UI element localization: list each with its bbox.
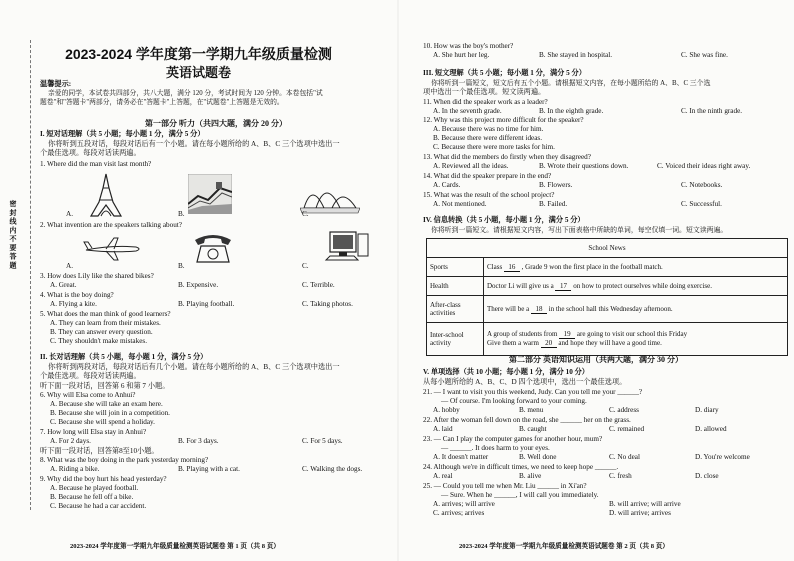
q10-option-b[interactable]: B. She stayed in hospital. <box>539 51 613 59</box>
q24-option-a[interactable]: A. real <box>433 472 453 480</box>
section-4-heading: IV. 信息转换（共 5 小题，每小题 1 分，满分 5 分） <box>423 216 585 224</box>
q8-option-c[interactable]: C. Walking the dogs. <box>302 465 363 473</box>
row-value <box>484 323 788 356</box>
question-10: 10. How was the boy's mother? <box>423 42 514 50</box>
q25-option-c[interactable]: C. arrives; arrives <box>433 509 485 517</box>
question-11: 11. When did the speaker work as a leader? <box>423 98 548 106</box>
section-2-heading: II. 长对话理解（共 5 小题，每小题 1 分，满分 5 分） <box>40 353 208 361</box>
seal-line-text: 密 封 线 内 不 要 答 题 <box>9 200 17 269</box>
q22-option-a[interactable]: A. laid <box>433 425 453 433</box>
notice-line-2: 题卷"和"答题卡"两部分，请务必在"答题卡"上答题，在"试题卷"上答题是无效的。 <box>40 99 284 106</box>
question-1: 1. Where did the man visit last month? <box>40 160 152 168</box>
q5-option-c[interactable]: C. They shouldn't make mistakes. <box>50 337 147 345</box>
question-9: 9. Why did the boy hurt his head yesterday? <box>40 475 167 483</box>
row-value <box>484 277 788 296</box>
q14-option-b[interactable]: B. Flowers. <box>539 181 573 189</box>
q15-option-c[interactable]: C. Successful. <box>681 200 722 208</box>
q4-option-b[interactable]: B. Playing football. <box>178 300 235 308</box>
exam-page-2 <box>399 0 794 561</box>
q9-option-c[interactable]: C. Because he had a car accident. <box>50 502 147 510</box>
row-value <box>484 258 788 277</box>
dialogue-1-note: 听下面一段对话，回答第 6 和第 7 小题。 <box>40 382 170 390</box>
section-3-instruction-1: 你将听到一篇短文，短文后有五个小题。请根据短文内容，在每小题所给的 A、B、C 三个选 <box>431 80 711 87</box>
school-news-table <box>426 238 788 356</box>
q8-option-a[interactable]: A. Riding a bike. <box>50 465 100 473</box>
q23-option-c[interactable]: C. No deal <box>609 453 640 461</box>
q24-option-b[interactable]: B. alive <box>519 472 542 480</box>
dialogue-2-note: 听下面一段对话，回答第8至10小题。 <box>40 447 159 455</box>
q11-option-b[interactable]: B. In the eighth grade. <box>539 107 604 115</box>
q3-option-c[interactable]: C. Terrible. <box>302 281 335 289</box>
question-25: 25. — Could you tell me when Mr. Liu ______ in Xi'an? <box>423 482 587 490</box>
q9-option-a[interactable]: A. Because he played football. <box>50 484 139 492</box>
q6-option-a[interactable]: A. Because she will take an exam here. <box>50 400 163 408</box>
question-13: 13. What did the members do firstly when they disagreed? <box>423 153 591 161</box>
table-row <box>427 296 788 323</box>
page-2-footer: 2023-2024 学年度第一学期九年级质量检测英语试题卷 第 2 页（共 8 页） <box>459 543 669 550</box>
q11-option-c[interactable]: C. In the ninth grade. <box>681 107 743 115</box>
q1-option-b[interactable]: B. <box>178 210 185 218</box>
row-text: Class <box>487 262 504 271</box>
q11-option-a[interactable]: A. In the seventh grade. <box>433 107 502 115</box>
question-14: 14. What did the speaker prepare in the end? <box>423 172 552 180</box>
exam-title: 2023-2024 学年度第一学期九年级质量检测 <box>65 46 332 62</box>
eiffel-tower-picture <box>88 172 124 218</box>
table-row <box>427 277 788 296</box>
table-header: School News <box>427 239 788 258</box>
q1-option-a[interactable]: A. <box>66 210 73 218</box>
row-text: A group of students from <box>487 330 560 338</box>
question-12: 12. Why was this project more difficult for the speaker? <box>423 116 584 124</box>
q22-option-d[interactable]: D. allowed <box>695 425 727 433</box>
q2-option-a[interactable]: A. <box>66 262 73 270</box>
q2-option-b[interactable]: B. <box>178 262 185 270</box>
q21-option-c[interactable]: C. address <box>609 406 639 414</box>
question-22: 22. After the woman fell down on the road, she ______ her on the grass. <box>423 416 631 424</box>
row-text: and hope they will have a good time. <box>556 339 662 347</box>
question-7: 7. How long will Elsa stay in Anhui? <box>40 428 147 436</box>
section-2-instruction-1: 你将听到两段对话，每段对话后有几个小题。请在每小题所给的 A、B、C 三个选项中选出一 <box>48 363 340 371</box>
question-24: 24. Although we're in difficult times, we need to keep hope ______. <box>423 463 619 471</box>
section-3-instruction-2: 项中选出一个最佳选项。短文读两遍。 <box>423 88 546 96</box>
q2-option-c[interactable]: C. <box>302 262 309 270</box>
q23-option-a[interactable]: A. It doesn't matter <box>433 453 489 461</box>
blank-16[interactable]: 16 <box>504 263 520 272</box>
q21-option-d[interactable]: D. diary <box>695 406 719 414</box>
question-15: 15. What was the result of the school project? <box>423 191 555 199</box>
row-text: There will be a <box>487 304 531 313</box>
q12-option-c[interactable]: C. Because there were more tasks for him. <box>433 143 555 151</box>
q25-option-d[interactable]: D. will arrive; arrives <box>609 509 671 517</box>
sydney-opera-house-picture <box>300 178 360 214</box>
q12-option-a[interactable]: A. Because there was no time for him. <box>433 125 544 133</box>
section-1-instruction-2: 个最佳选项。每段对话读两遍。 <box>40 149 141 157</box>
q6-option-c[interactable]: C. Because she will spend a holiday. <box>50 418 155 426</box>
q4-option-a[interactable]: A. Flying a kite. <box>50 300 97 308</box>
row-text: Give them a warm <box>487 339 541 347</box>
section-3-heading: III. 短文理解（共 5 小题；每小题 1 分，满分 5 分） <box>423 69 586 77</box>
q6-option-b[interactable]: B. Because she will join in a competition. <box>50 409 170 417</box>
q7-option-c[interactable]: C. For 5 days. <box>302 437 343 445</box>
section-1-heading: I. 短对话理解（共 5 小题；每小题 1 分，满分 5 分） <box>40 130 205 138</box>
row-key: Health <box>427 277 484 296</box>
q22-option-b[interactable]: B. caught <box>519 425 547 433</box>
row-text: are going to visit our school this Friday <box>575 330 688 338</box>
blank-20[interactable]: 20 <box>541 339 557 348</box>
blank-18[interactable]: 18 <box>531 305 547 314</box>
question-23-reply: — ______. It does harm to your eyes. <box>441 444 550 452</box>
q25-option-b[interactable]: B. will arrive; will arrive <box>609 500 681 508</box>
row-value <box>484 296 788 323</box>
question-21-reply: — Of course. I'm looking forward to your coming. <box>441 397 587 405</box>
q25-option-a[interactable]: A. arrives; will arrive <box>433 500 495 508</box>
q3-option-a[interactable]: A. Great. <box>50 281 77 289</box>
question-8: 8. What was the boy doing in the park yesterday morning? <box>40 456 209 464</box>
table-row <box>427 258 788 277</box>
section-1-instruction-1: 你将听到五段对话，每段对话后有一个小题。请在每小题所给的 A、B、C 三个选项中选出一 <box>48 140 340 148</box>
q3-option-b[interactable]: B. Expensive. <box>178 281 219 289</box>
q10-option-a[interactable]: A. She hurt her leg. <box>433 51 490 59</box>
q14-option-c[interactable]: C. Notebooks. <box>681 181 723 189</box>
q21-option-b[interactable]: B. menu <box>519 406 544 414</box>
section-4-instruction: 你将听到一篇短文。请根据短文内容，写出下面表格中所缺的单词，每空仅填一词。短文读两遍。 <box>431 227 728 234</box>
q13-option-b[interactable]: B. Wrote their questions down. <box>539 162 629 170</box>
section-2-instruction-2: 个最佳选项。每段对话读两遍。 <box>40 372 141 380</box>
question-2: 2. What invention are the speakers talking about? <box>40 221 182 229</box>
table-row <box>427 323 788 356</box>
part-2-heading: 第二部分 英语知识运用（共两大题，满分 30 分） <box>509 355 683 364</box>
question-25-reply: — Sure. When he ______, I will call you immediately. <box>441 491 599 499</box>
q24-option-c[interactable]: C. fresh <box>609 472 632 480</box>
q15-option-a[interactable]: A. Not mentioned. <box>433 200 487 208</box>
row-text: , Grade 9 won the first place in the football match. <box>519 262 663 271</box>
notice-line-1: 亲爱的同学，本试卷共四部分，共八大题，满分 120 分，考试时间为 120 分钟。本卷包括"试 <box>48 90 323 97</box>
row-text: Doctor Li will give us a <box>487 281 556 290</box>
q13-option-c[interactable]: C. Voiced their ideas right away. <box>657 162 751 170</box>
q4-option-c[interactable]: C. Taking photos. <box>302 300 353 308</box>
q24-option-d[interactable]: D. close <box>695 472 719 480</box>
question-6: 6. Why will Elsa come to Anhui? <box>40 391 136 399</box>
q12-option-b[interactable]: B. Because there were different ideas. <box>433 134 543 142</box>
q7-option-b[interactable]: B. For 3 days. <box>178 437 219 445</box>
question-5: 5. What does the man think of good learners? <box>40 310 171 318</box>
question-3: 3. How does Lily like the shared bikes? <box>40 272 154 280</box>
row-text: on how to protect ourselves while doing exercise. <box>571 281 712 290</box>
q23-option-b[interactable]: B. Well done <box>519 453 557 461</box>
q15-option-b[interactable]: B. Failed. <box>539 200 568 208</box>
notice-heading: 温馨提示: <box>40 80 72 88</box>
question-23: 23. — Can I play the computer games for another hour, mum? <box>423 435 603 443</box>
airplane-picture <box>82 236 142 262</box>
q8-option-b[interactable]: B. Playing with a cat. <box>178 465 240 473</box>
q10-option-c[interactable]: C. She was fine. <box>681 51 728 59</box>
blank-19[interactable]: 19 <box>559 330 575 339</box>
computer-picture <box>322 230 372 266</box>
question-4: 4. What is the boy doing? <box>40 291 114 299</box>
row-key: After-class activities <box>427 296 484 323</box>
row-key: Sports <box>427 258 484 277</box>
row-key: Inter-school activity <box>427 323 484 356</box>
q22-option-c[interactable]: C. remained <box>609 425 645 433</box>
section-5-instruction: 从每小题所给的 A、B、C、D 四个选项中，选出一个最佳选项。 <box>423 378 627 386</box>
q5-option-b[interactable]: B. They can answer every question. <box>50 328 153 336</box>
seal-line <box>30 40 31 510</box>
part-1-heading: 第一部分 听力（共四大题，满分 20 分） <box>145 119 287 128</box>
row-text: in the school hall this Wednesday afternoon. <box>546 304 673 313</box>
q5-option-a[interactable]: A. They can learn from their mistakes. <box>50 319 161 327</box>
exam-subtitle: 英语试题卷 <box>165 65 231 80</box>
page-1-footer: 2023-2024 学年度第一学期九年级质量检测英语试题卷 第 1 页（共 8 页） <box>70 543 280 550</box>
great-wall-picture <box>188 174 232 214</box>
q1-option-c[interactable]: C. <box>302 210 309 218</box>
q14-option-a[interactable]: A. Cards. <box>433 181 461 189</box>
q21-option-a[interactable]: A. hobby <box>433 406 460 414</box>
blank-17[interactable]: 17 <box>555 282 571 291</box>
telephone-picture <box>192 232 234 264</box>
q13-option-a[interactable]: A. Reviewed all the ideas. <box>433 162 509 170</box>
question-21: 21. — I want to visit you this weekend, Judy. Can you tell me your ______? <box>423 388 643 396</box>
q23-option-d[interactable]: D. You're welcome <box>695 453 750 461</box>
q9-option-b[interactable]: B. Because he fell off a bike. <box>50 493 134 501</box>
section-5-heading: V. 单项选择（共 10 小题；每小题 1 分，满分 10 分） <box>423 368 589 376</box>
q7-option-a[interactable]: A. For 2 days. <box>50 437 91 445</box>
